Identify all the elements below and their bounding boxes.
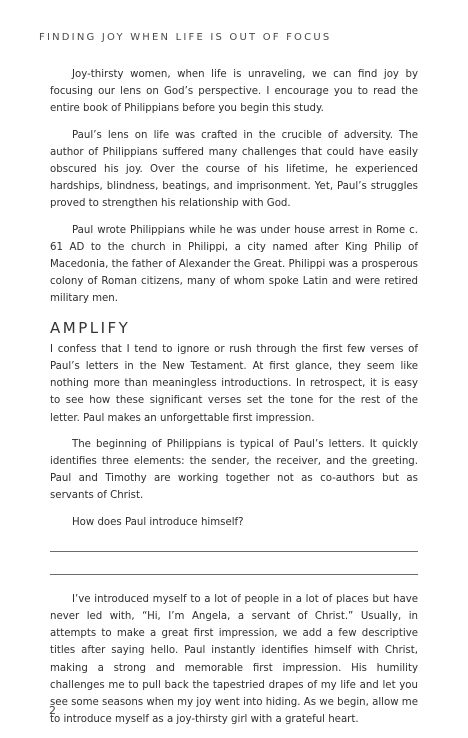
intro-paragraph: Paul wrote Philippians while he was under house arrest in Rome c. 61 AD to the church in Philippi, a city named after King Philip of Macedonia, the father of Alexander the Great. Philippi was a prosperous colony of Roman citizens, many of whom spoke Latin and were retired military men. [50, 224, 418, 305]
closing-paragraph: I’ve introduced myself to a lot of people in a lot of places but have never led with, “Hi, I’m Angela, a servant of Christ.” Usually, in attempts to make a great first impression, we add a few descriptive titles after saying hello. Paul instantly identifies himself with Christ, making a strong and memorable first impression. His humility challenges me to pull back the tapestried drapes of my life and let you see some seasons when my joy went into hiding. As we begin, allow me to introduce myself as a joy-thirsty girl with a grateful heart. [50, 593, 418, 726]
amplify-paragraph: The beginning of Philippians is typical of Paul’s letters. It quickly identifies three elements: the sender, the receiver, and the greeting. Paul and Timothy are working together not as co-authors but as servants of Christ. [50, 438, 418, 502]
intro-paragraph: Paul’s lens on life was crafted in the crucible of adversity. The author of Philippians suffered many challenges that could have easily obscured his joy. Over the course of his lifetime, he experienced hardships, blindness, beatings, and imprisonment. Yet, Paul’s struggles proved to strengthen his relationship with God. [50, 129, 418, 210]
answer-line[interactable] [50, 574, 418, 575]
section-heading: AMPLIFY [50, 318, 131, 337]
page-number: 2 [49, 704, 56, 717]
amplify-paragraph: I confess that I tend to ignore or rush through the first few verses of Paul’s letters in the New Testament. At first glance, they seem like nothing more than meaningless introductions. In retrospect, it is easy to see how these significant verses set the tone for the rest of the letter. Paul makes an unforgettable first impression. [50, 343, 418, 424]
running-head: FINDING JOY WHEN LIFE IS OUT OF FOCUS [39, 32, 332, 43]
intro-paragraph: Joy-thirsty women, when life is unraveling, we can find joy by focusing our lens on God’s perspective. I encourage you to read the entire book of Philippians before you begin this study. [50, 69, 418, 115]
page-body [50, 66, 418, 738]
study-question: How does Paul introduce himself? [72, 516, 244, 528]
answer-line[interactable] [50, 551, 418, 552]
